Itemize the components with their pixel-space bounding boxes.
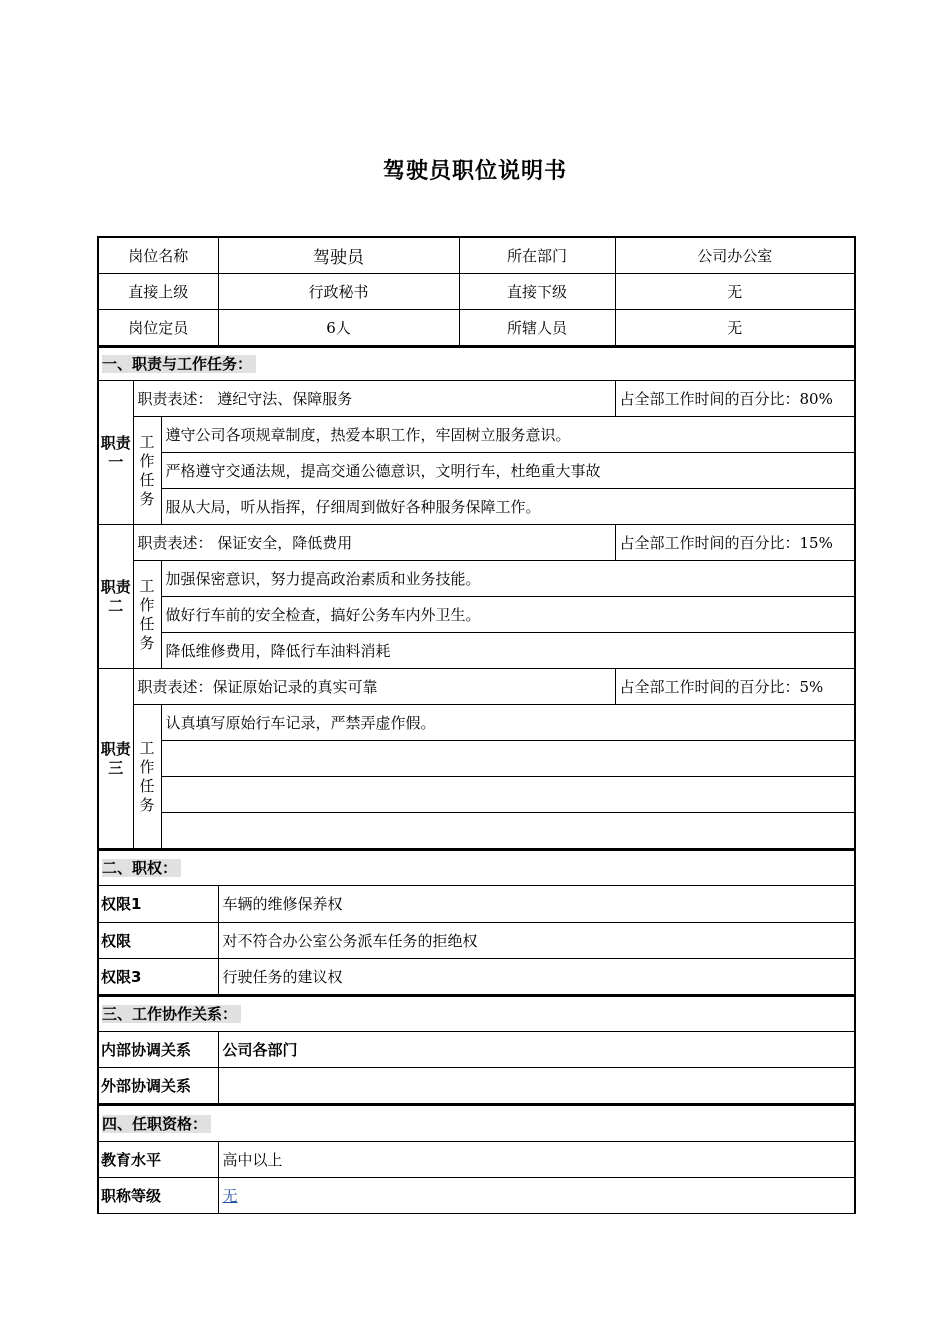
- section-3-heading: 三、工作协作关系：: [98, 996, 855, 1032]
- section-1-heading: 一、职责与工作任务：: [98, 347, 855, 381]
- title-grade-link[interactable]: 无: [222, 1186, 238, 1205]
- internal-relations-label: 内部协调关系: [98, 1032, 218, 1068]
- duties-table: [97, 346, 856, 850]
- duty-1-description: 职责表述： 遵纪守法、保障服务: [133, 381, 615, 417]
- basic-info-table: [97, 236, 856, 346]
- authority-3-label: 权限3: [98, 958, 218, 994]
- duty-3-task-empty-3: [161, 813, 855, 849]
- authority-2-label: 权限: [98, 922, 218, 958]
- duty-2-task-3: 降低维修费用，降低行车油料消耗: [161, 633, 855, 669]
- authority-1-value: 车辆的维修保养权: [218, 885, 855, 922]
- authority-3-value: 行驶任务的建议权: [218, 958, 855, 994]
- position-name-value: 驾驶员: [218, 237, 459, 273]
- job-description-form: [97, 236, 854, 1214]
- position-name-label: 岗位名称: [98, 237, 218, 273]
- superior-label: 直接上级: [98, 273, 218, 309]
- duty-2-task-2: 做好行车前的安全检查，搞好公务车内外卫生。: [161, 597, 855, 633]
- headcount-label: 岗位定员: [98, 309, 218, 345]
- headcount-value: 6人: [218, 309, 459, 345]
- duty-1-task-3: 服从大局，听从指挥，仔细周到做好各种服务保障工作。: [161, 489, 855, 525]
- duty-3-task-1: 认真填写原始行车记录，严禁弄虚作假。: [161, 705, 855, 741]
- duty-2-task-label: 工作任务: [133, 561, 161, 669]
- education-value: 高中以上: [218, 1141, 855, 1177]
- external-relations-value: [218, 1068, 855, 1104]
- section-4-heading: 四、任职资格：: [98, 1105, 855, 1141]
- duty-2-task-1: 加强保密意识，努力提高政治素质和业务技能。: [161, 561, 855, 597]
- duty-1-label: 职责一: [98, 381, 133, 525]
- department-label: 所在部门: [459, 237, 615, 273]
- authority-2-value: 对不符合办公室公务派车任务的拒绝权: [218, 922, 855, 958]
- external-relations-label: 外部协调关系: [98, 1068, 218, 1104]
- subordinate-value: 无: [615, 273, 855, 309]
- staff-value: 无: [615, 309, 855, 345]
- title-grade-label: 职称等级: [98, 1177, 218, 1213]
- duty-3-label: 职责三: [98, 669, 133, 849]
- page-title: 驾驶员职位说明书: [382, 159, 567, 184]
- duty-2-percentage: 占全部工作时间的百分比：15%: [615, 525, 855, 561]
- duty-3-percentage: 占全部工作时间的百分比：5%: [615, 669, 855, 705]
- duty-3-task-label: 工作任务: [133, 705, 161, 849]
- relations-table: [97, 995, 856, 1105]
- duty-2-label: 职责二: [98, 525, 133, 669]
- duty-2-description: 职责表述： 保证安全，降低费用: [133, 525, 615, 561]
- duty-3-description: 职责表述：保证原始记录的真实可靠: [133, 669, 615, 705]
- title-grade-value: [218, 1177, 855, 1213]
- duty-1-percentage: 占全部工作时间的百分比：80%: [615, 381, 855, 417]
- section-2-heading: 二、职权：: [98, 850, 855, 885]
- duty-1-task-1: 遵守公司各项规章制度，热爱本职工作，牢固树立服务意识。: [161, 417, 855, 453]
- superior-value: 行政秘书: [218, 273, 459, 309]
- duty-1-task-label: 工作任务: [133, 417, 161, 525]
- duty-1-task-2: 严格遵守交通法规，提高交通公德意识，文明行车，杜绝重大事故: [161, 453, 855, 489]
- duty-3-task-empty-2: [161, 777, 855, 813]
- education-label: 教育水平: [98, 1141, 218, 1177]
- authority-table: [97, 849, 856, 995]
- department-value: 公司办公室: [615, 237, 855, 273]
- subordinate-label: 直接下级: [459, 273, 615, 309]
- duty-3-task-empty-1: [161, 741, 855, 777]
- authority-1-label: 权限1: [98, 885, 218, 922]
- staff-label: 所辖人员: [459, 309, 615, 345]
- qualifications-table: [97, 1104, 856, 1214]
- internal-relations-value: 公司各部门: [218, 1032, 855, 1068]
